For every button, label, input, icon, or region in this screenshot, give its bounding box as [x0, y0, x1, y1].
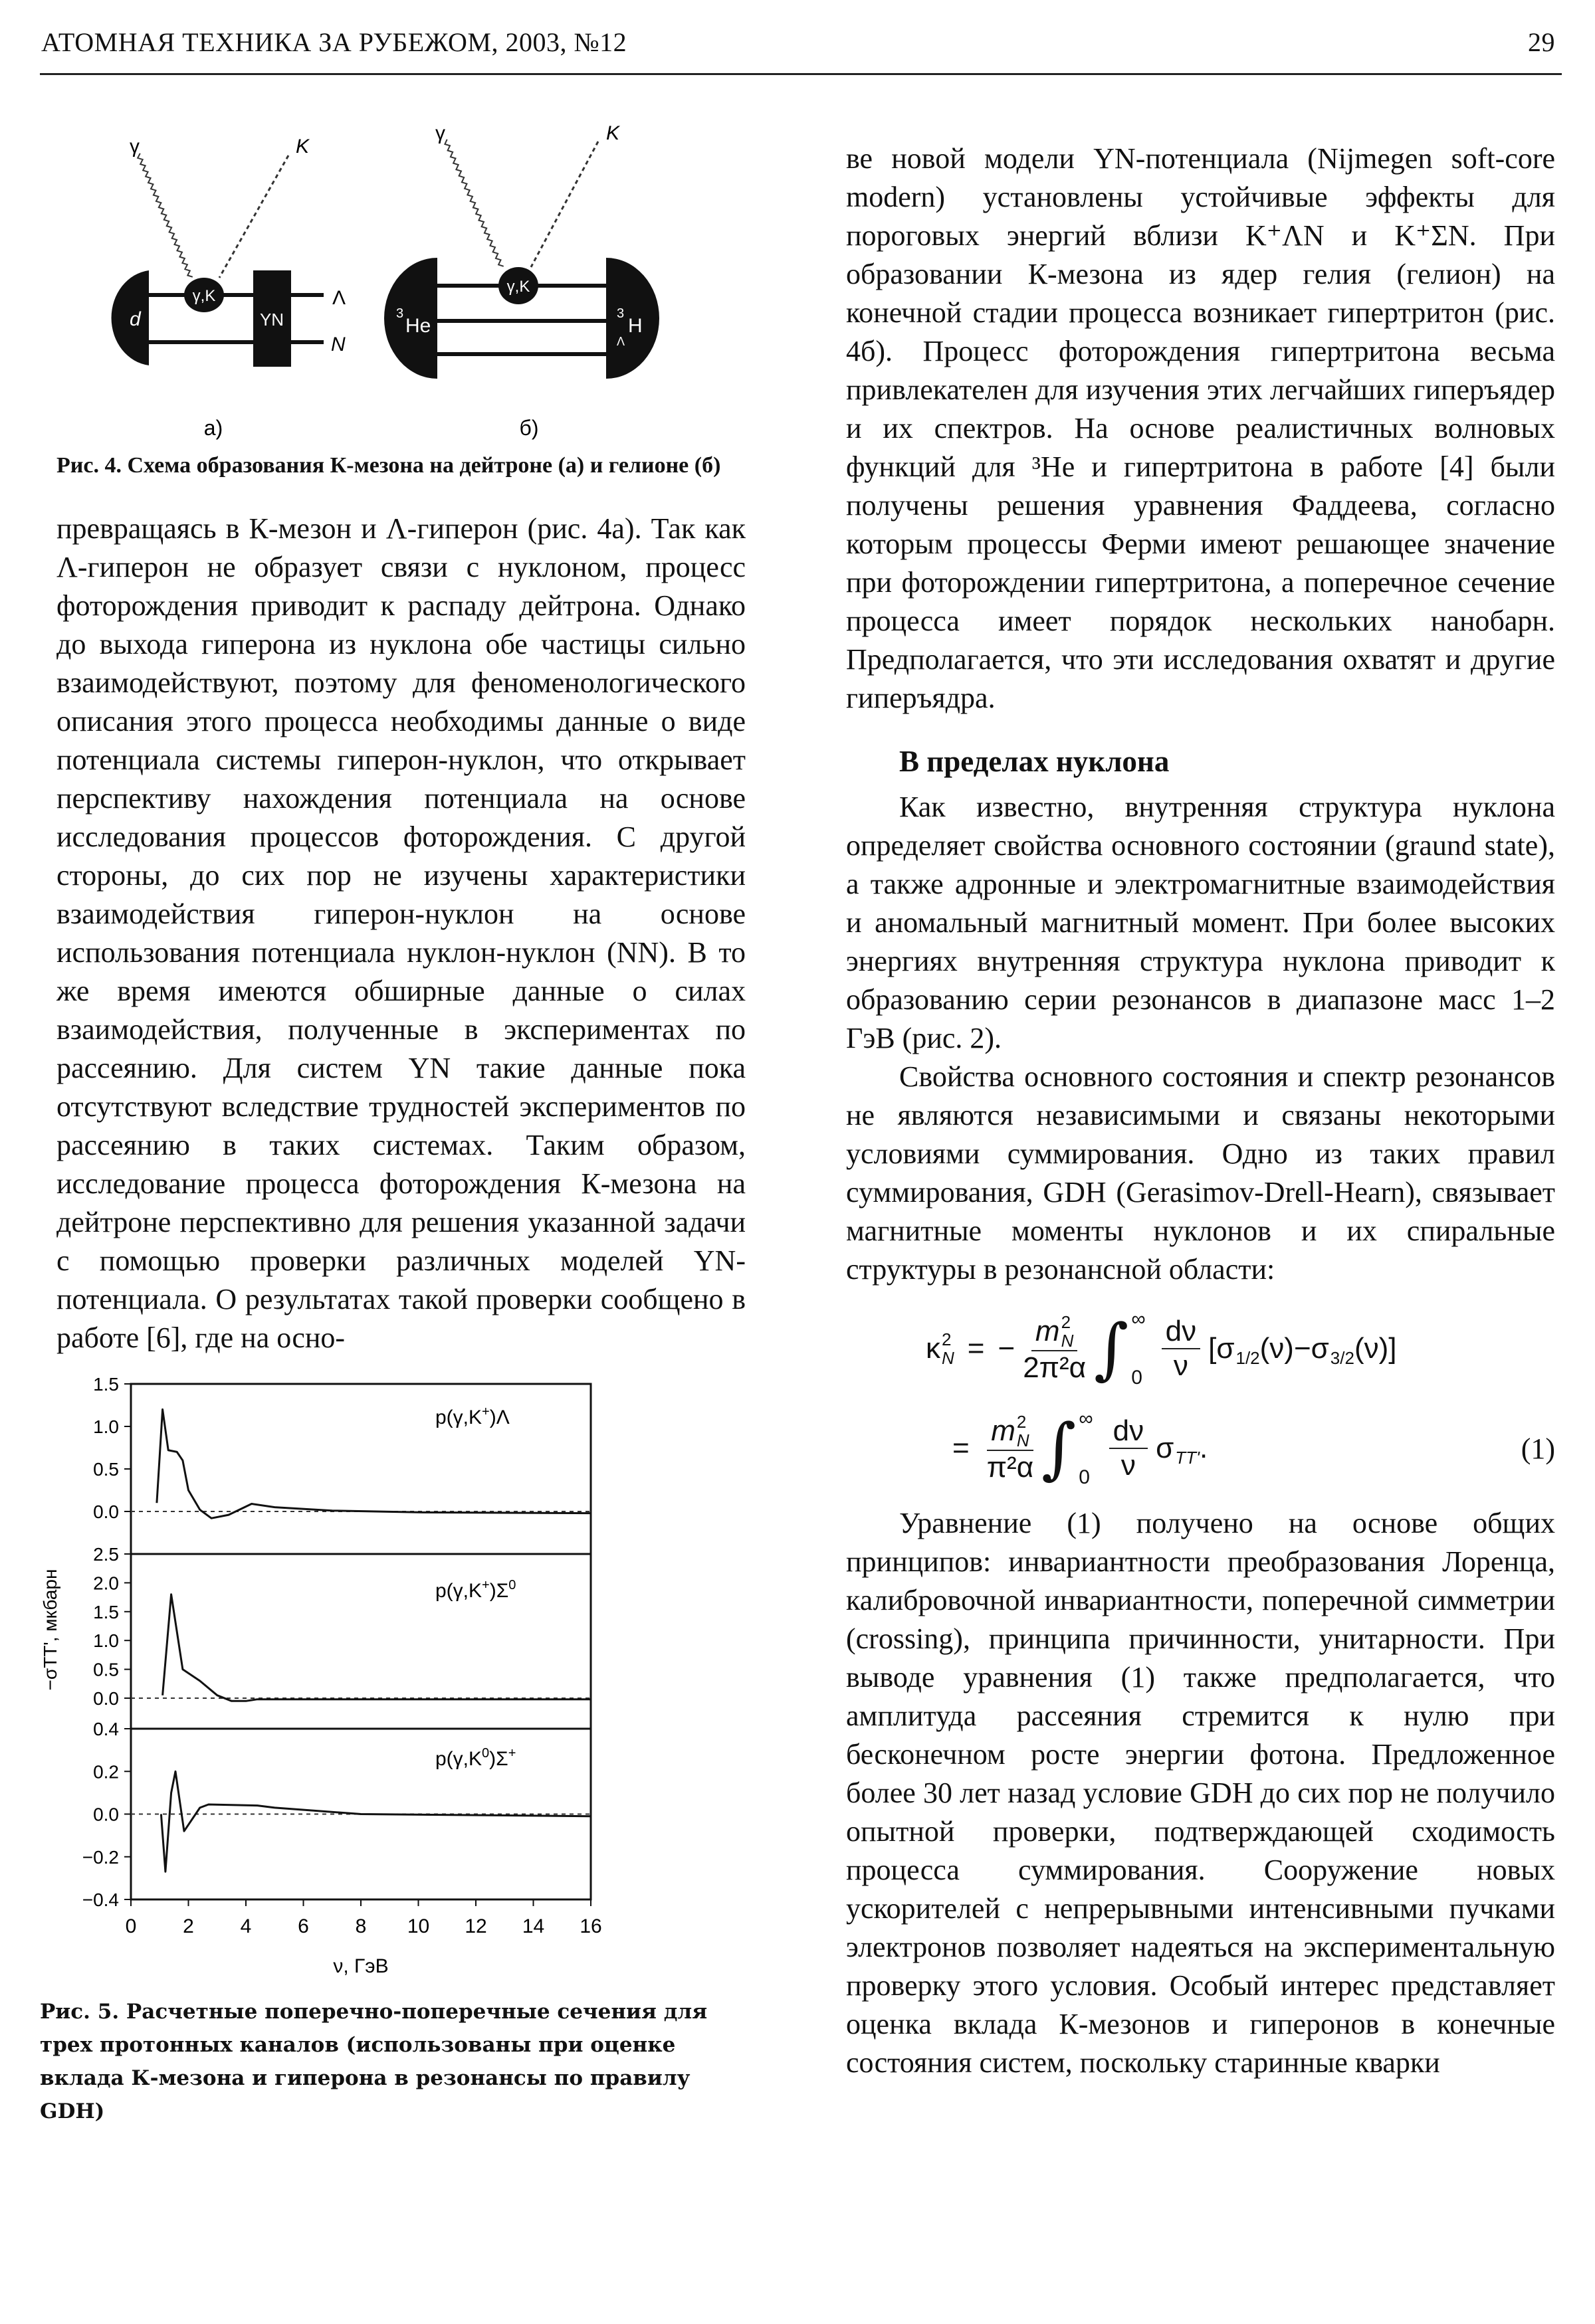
- y-tick-label: 0.2: [93, 1761, 119, 1783]
- series-label: [435, 1404, 510, 1428]
- panel-1: [93, 1374, 591, 1554]
- panel-frame: [131, 1384, 591, 1554]
- vertex-label: γ,K: [192, 287, 216, 305]
- series-label-part: )Σ: [489, 1580, 509, 1602]
- panel-label-a: а): [203, 416, 223, 440]
- panel-3: [82, 1719, 591, 1910]
- series-label-part: +: [482, 1578, 490, 1593]
- equation-line-1: κ 2 N = − m 2 N 2π²α ∫ ∞ 0 $\frac{d\nu}{\nu}$ [σ 1/2 (ν)−σ 3/2 (ν)]: [926, 1308, 1397, 1389]
- series-label-part: )Λ: [489, 1406, 510, 1428]
- right-paragraph-2: Как известно, внутренняя структура нуклона определяет свойства основного состоянии (graund state), а также адронные и электромагнитные взаимодействия и аномальный магнитный момент. При более высоких энергиях внутренняя структура нуклона приводит к образованию серии резонансов в диапазоне масс 1–2 ГэВ (рис. 2).: [846, 791, 1555, 1054]
- hypertriton-mass: 3: [617, 306, 625, 321]
- series-label-part: 0: [482, 1746, 490, 1761]
- series-label-part: 0: [508, 1578, 516, 1593]
- equation-line-2: = m 2 N π²α ∫ ∞ 0 $\frac{d\nu}{\nu}$ σ TT' . (1): [952, 1408, 1555, 1488]
- panel-2: [93, 1544, 591, 1729]
- x-tick-label: 16: [580, 1915, 602, 1937]
- hypertriton-label: H: [628, 315, 643, 337]
- y-tick-label: 0.4: [93, 1719, 119, 1739]
- series-label: [435, 1578, 516, 1602]
- y-tick-label: 0.0: [93, 1688, 119, 1709]
- series-label-part: )Σ: [489, 1748, 508, 1770]
- y-tick-label: 1.5: [93, 1601, 119, 1622]
- y-tick-label: 1.0: [93, 1416, 119, 1437]
- kaon-label: K: [296, 136, 310, 157]
- y-tick-label: −0.2: [82, 1846, 119, 1868]
- figure-5-chart: [0, 1357, 751, 1995]
- x-tick-label: 2: [183, 1915, 194, 1937]
- y-tick-label: −0.4: [82, 1889, 119, 1910]
- lambda-label: Λ: [332, 287, 346, 309]
- x-tick-label: 12: [465, 1915, 487, 1937]
- gamma-label: γ: [435, 122, 445, 144]
- series-label-part: p(γ,K: [435, 1406, 482, 1428]
- nucleon-label: N: [331, 334, 346, 355]
- series-line-1: [157, 1409, 591, 1518]
- right-column: [846, 140, 1555, 2082]
- panel-frame: [131, 1554, 591, 1729]
- deuteron-label: d: [130, 308, 141, 330]
- kaon-line: [219, 155, 288, 278]
- kaon-label: K: [606, 122, 620, 144]
- y-tick-label: 0.5: [93, 1659, 119, 1680]
- page-number: 29: [1528, 27, 1555, 57]
- section-heading: В пределах нуклона: [899, 745, 1170, 778]
- series-label-part: +: [482, 1404, 490, 1419]
- right-paragraph-3: Свойства основного состояния и спектр резонансов не являются независимыми и связаны некоторыми условиями суммирования. Одно из таких правил суммирования, GDH (Gerasimov-Drell-Hearn), связывает магнитные моменты нуклонов и их спиральные структуры в резонансной области:: [846, 1060, 1555, 1286]
- right-paragraph-1: ве новой модели YN-потенциала (Nijmegen soft-core modern) установлены устойчивые эффекты для пороговых энергий вблизи K⁺ΛN и K⁺ΣN. При образовании К-мезона из ядер гелия (гелион) на конечной стадии процесса возникает гипертритон (рис. 4б). Процесс фоторождения гипертритона весьма привлекателен для изучения этих легчайших гиперъядер и их спектров. На основе реалистичных волновых функций для ³He и гипертритона в работе [4] были получены решения уравнения Фаддеева, согласно которым процессы Ферми имеют решающее значение при фоторождении гипертритона, а поперечное сечение процесса имеет порядок нескольких нанобарн. Предполагается, что эти исследования охватят и другие гиперъядра.: [846, 142, 1555, 714]
- x-tick-label: 0: [125, 1915, 137, 1937]
- series-label-part: p(γ,K: [435, 1748, 482, 1770]
- hypertriton-sub: Λ: [617, 335, 625, 348]
- y-tick-label: 1.5: [93, 1374, 119, 1395]
- figure-4a: [112, 136, 346, 440]
- gamma-label: γ: [130, 136, 140, 157]
- series-line-3: [161, 1771, 591, 1872]
- y-tick-label: 0.0: [93, 1501, 119, 1522]
- figure-4-diagram: [0, 0, 751, 452]
- series-line-2: [163, 1595, 591, 1701]
- left-column: [40, 448, 746, 2128]
- y-tick-label: 0.0: [93, 1804, 119, 1825]
- equation-number: (1): [1521, 1432, 1555, 1465]
- y-tick-label: 2.0: [93, 1573, 119, 1594]
- x-tick-label: 6: [298, 1915, 309, 1937]
- x-tick-label: 4: [240, 1915, 252, 1937]
- x-tick-label: 14: [522, 1915, 545, 1937]
- figure-4b: [384, 122, 659, 440]
- figure-5-caption: Рис. 5. Расчетные поперечно-поперечные сечения для трех протонных каналов (использованы при оценке вклада К-мезона и гиперона в резонансы по правилу GDH): [40, 2000, 708, 2123]
- yn-label: YN: [259, 310, 284, 330]
- y-tick-label: 0.5: [93, 1459, 119, 1480]
- y-tick-label: 2.5: [93, 1544, 119, 1565]
- y-tick-label: 1.0: [93, 1630, 119, 1652]
- kaon-line: [531, 142, 598, 267]
- figure-4-caption: Рис. 4. Схема образования К-мезона на дейтроне (а) и гелионе (б): [56, 453, 721, 478]
- photon-line: [445, 140, 503, 266]
- photon-line: [138, 153, 193, 277]
- y-axis-label: −σTT', мкбарн: [40, 1569, 60, 1691]
- vertex-label: γ,K: [506, 278, 530, 296]
- series-label-part: p(γ,K: [435, 1580, 482, 1602]
- panel-label-b: б): [519, 416, 539, 440]
- x-tick-label: 8: [355, 1915, 367, 1937]
- left-column-text: превращаясь в К-мезон и Λ-гиперон (рис. 4а). Так как Λ-гиперон не образует связи с нуклоном, процесс фоторождения приводит к распаду дейтрона. Однако до выхода гиперона из нуклона обе частицы сильно взаимодействуют, поэтому для феноменологического описания этого процесса необходимы данные о виде потенциала системы гиперон-нуклон, что открывает перспективу нахождения потенциала на основе исследования процессов фоторождения. С другой стороны, до сих пор не изучены характеристики взаимодействия гиперон-нуклон на основе использования потенциала нуклон-нуклон (NN). В то же время имеются обширные данные о силах взаимодействия, полученные в экспериментах по рассеянию. Для систем YN такие данные пока отсутствуют вследствие трудностей экспериментов по рассеянию в таких системах. Таким образом, исследование процесса фоторождения К-мезона на дейтроне перспективно для решения указанной задачи с помощью проверки различных моделей YN-потенциала. О результатах такой проверки сообщено в работе [6], где на осно-: [56, 512, 746, 1354]
- journal-header: АТОМНАЯ ТЕХНИКА ЗА РУБЕЖОМ, 2003, №12: [41, 27, 627, 57]
- right-paragraph-4: Уравнение (1) получено на основе общих принципов: инвариантности преобразования Лоренца, калибровочной инвариантности, поперечной симметрии (crossing), принципа причинности, унитарности. При выводе уравнения (1) также предполагается, что амплитуда рассеяния стремится к нулю при бесконечном росте энергии фотона. Предложенное более 30 лет назад условие GDH до сих пор не получило опытной проверки, подтверждающей сходимость процесса суммирования. Сооружение новых ускорителей с непрерывными интенсивными пучками электронов позволяет надеяться на экспериментальную проверку этого условия. Особый интерес представляет оценка вклада К-мезонов и гиперонов в конечные состояния систем, поскольку старинные кварки: [846, 1507, 1555, 2079]
- x-axis-label: ν, ГэВ: [333, 1955, 389, 1977]
- series-label: [435, 1746, 516, 1770]
- helion-mass: 3: [396, 306, 404, 321]
- series-label-part: +: [508, 1746, 516, 1761]
- x-tick-label: 10: [407, 1915, 430, 1937]
- helion-label: He: [405, 315, 431, 337]
